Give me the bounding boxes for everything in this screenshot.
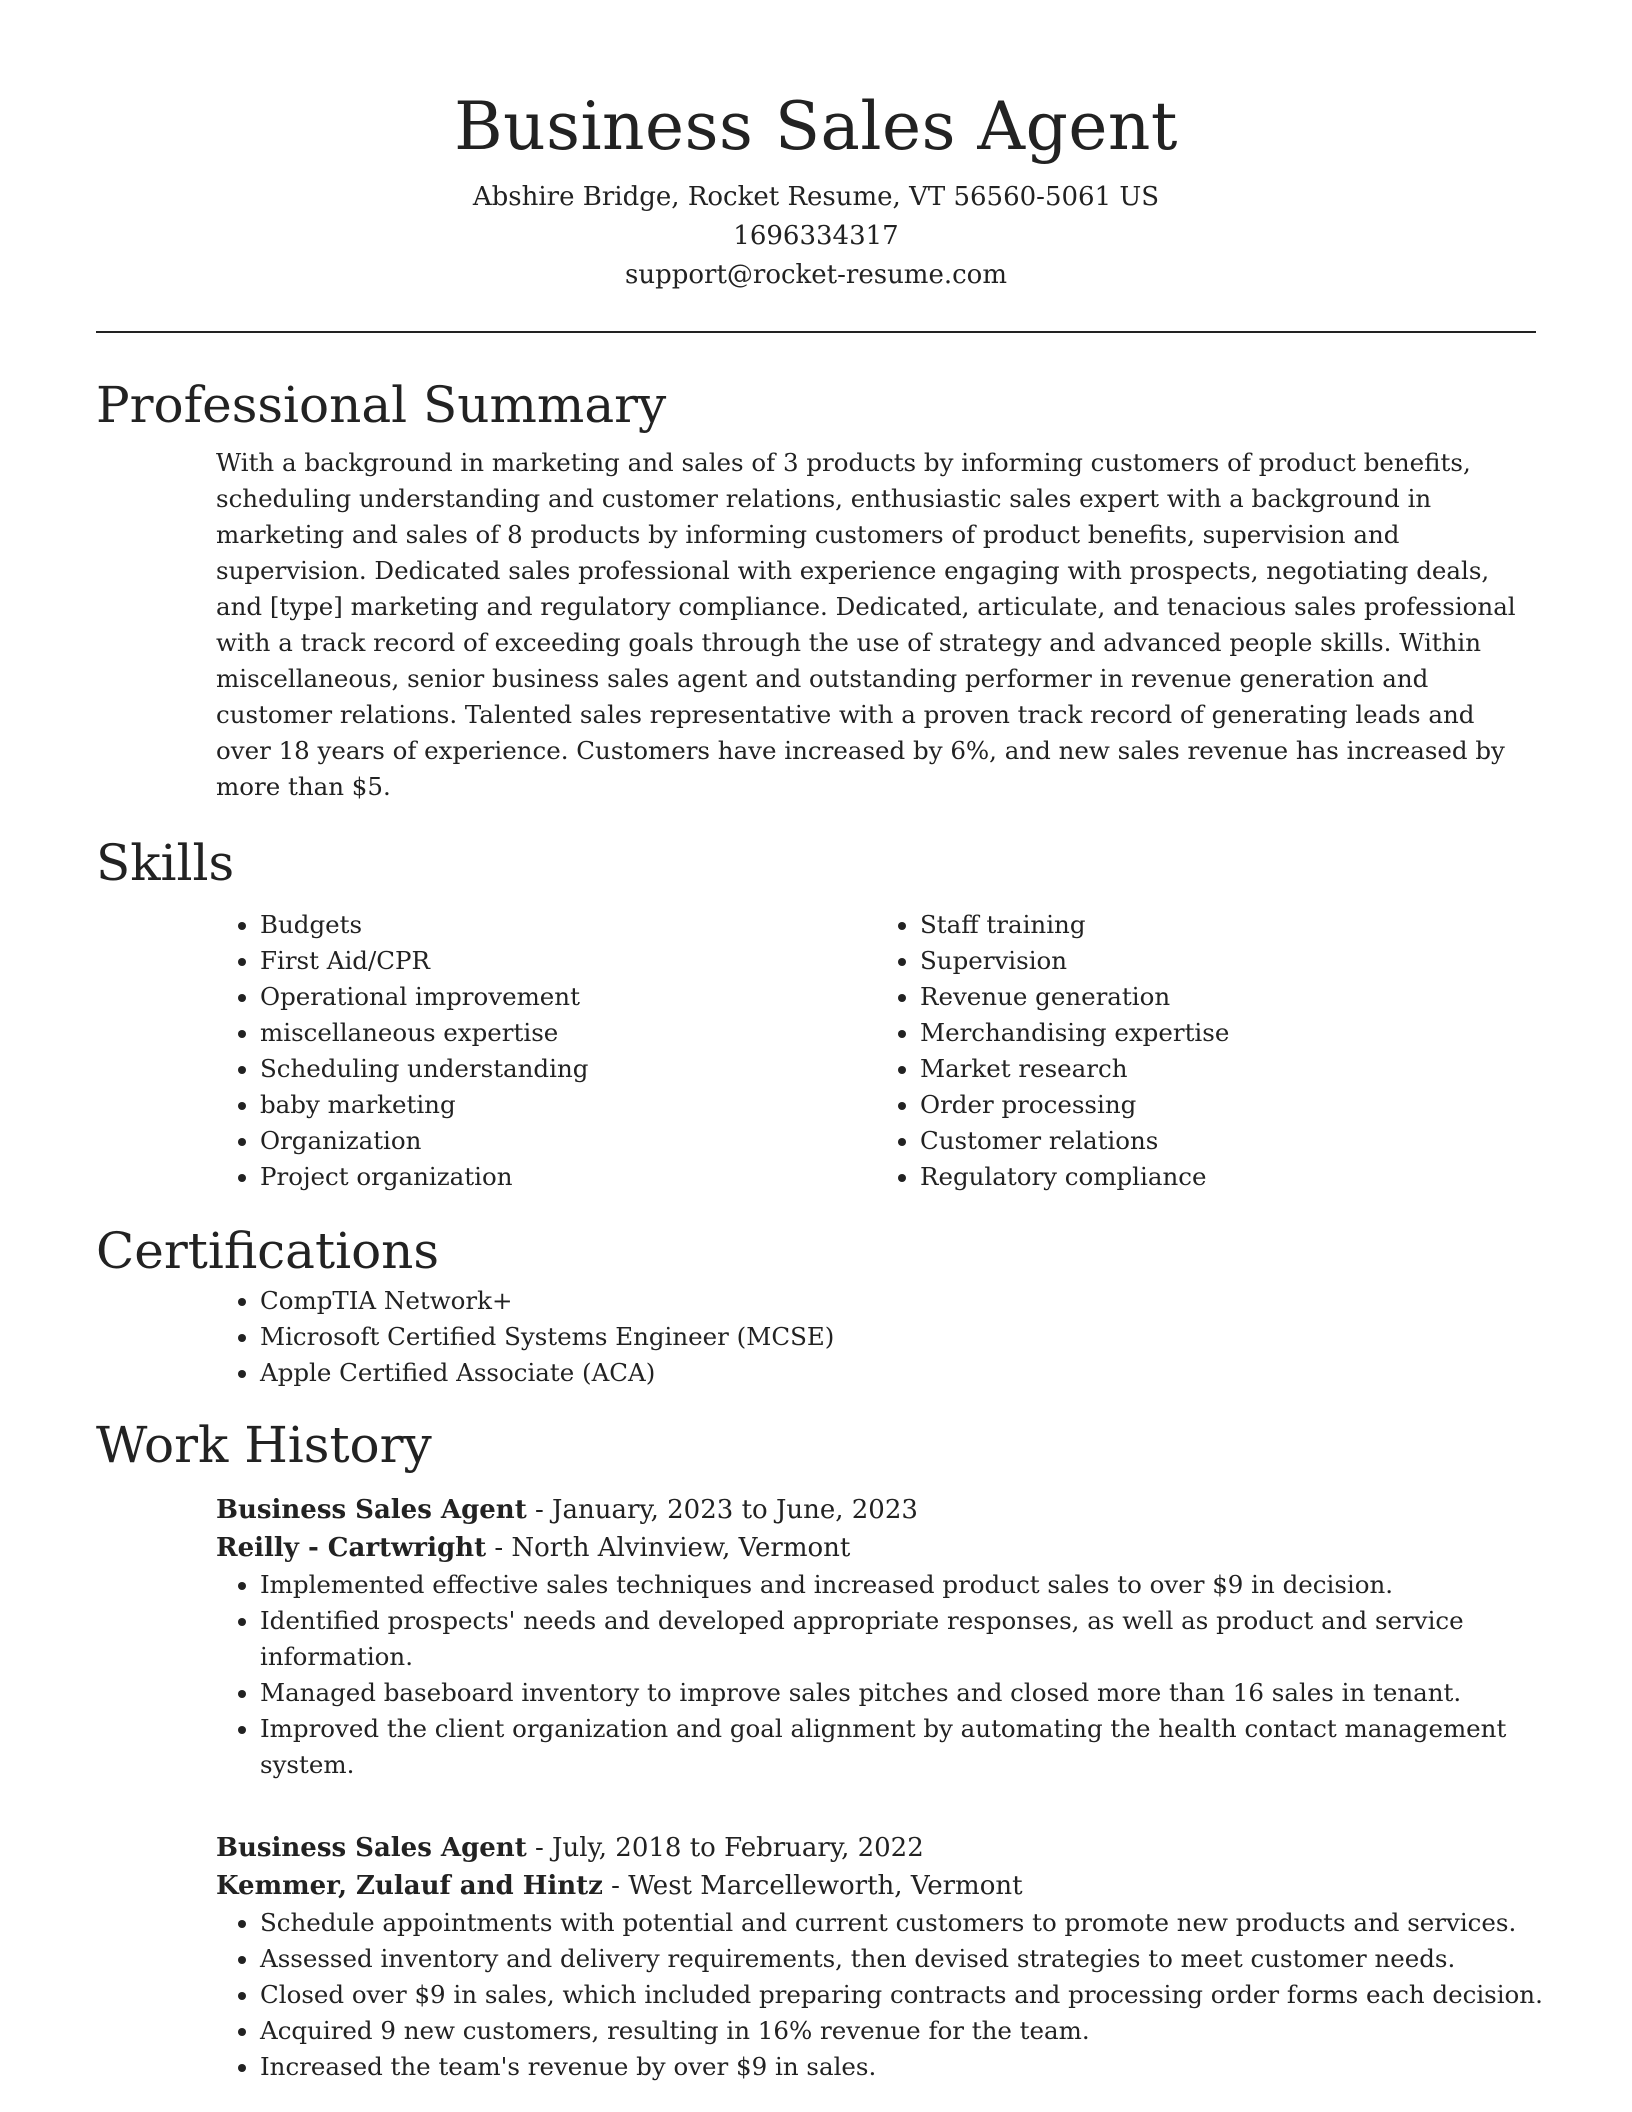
skill-item: • Merchandising expertise <box>920 1015 1536 1051</box>
skill-item: • Customer relations <box>920 1123 1536 1159</box>
candidate-name: Business Sales Agent <box>454 88 1178 165</box>
job-location: - West Marcelleworth, Vermont <box>602 1871 1023 1901</box>
contact-block <box>96 178 1536 295</box>
certification-item: • Microsoft Certified Systems Engineer (MCSE) <box>260 1319 1536 1355</box>
resume-header <box>96 0 1536 295</box>
job-company-line <box>216 1867 1536 1905</box>
job-role: Business Sales Agent <box>216 1495 527 1525</box>
skill-item: • Project organization <box>260 1159 876 1195</box>
skill-item: • First Aid/CPR <box>260 943 876 979</box>
certification-item: • CompTIA Network+ <box>260 1283 1536 1319</box>
job-entry <box>216 1491 1536 1783</box>
resume-page <box>96 0 1543 2085</box>
skill-item: • Market research <box>920 1051 1536 1087</box>
certifications-section <box>216 1283 1536 1391</box>
skill-item: • miscellaneous expertise <box>260 1015 876 1051</box>
job-title-line <box>216 1491 1536 1529</box>
job-duties-list <box>216 1567 1580 1783</box>
job-duty-item: • Implemented effective sales techniques and increased product sales to over $9 in decision. <box>260 1567 1580 1603</box>
skill-item: • Scheduling understanding <box>260 1051 876 1087</box>
job-duty-item: • Increased the team's revenue by over $9 in sales. <box>260 2049 1580 2085</box>
skill-item: • Revenue generation <box>920 979 1536 1015</box>
skill-item: • Staff training <box>920 907 1536 943</box>
work-history-heading: Work History <box>96 1416 432 1474</box>
skill-item: • Regulatory compliance <box>920 1159 1536 1195</box>
contact-email: support@rocket-resume.com <box>624 260 1007 290</box>
job-location: - North Alvinview, Vermont <box>486 1533 851 1563</box>
job-duty-item: • Acquired 9 new customers, resulting in 16% revenue for the team. <box>260 2013 1580 2049</box>
skills-column-right <box>876 907 1536 1195</box>
certifications-heading: Certifications <box>96 1222 440 1280</box>
job-company-line <box>216 1529 1536 1567</box>
skill-item: • Order processing <box>920 1087 1536 1123</box>
skills-section <box>216 907 1536 1195</box>
job-title-line <box>216 1829 1536 1867</box>
skills-grid <box>216 907 1536 1195</box>
job-duty-item: • Closed over $9 in sales, which included preparing contracts and processing order forms each decision. <box>260 1977 1580 2013</box>
skill-item: • Budgets <box>260 907 876 943</box>
skills-heading: Skills <box>96 834 235 892</box>
job-dates: - July, 2018 to February, 2022 <box>526 1833 924 1863</box>
job-duty-item: • Schedule appointments with potential and current customers to promote new products and services. <box>260 1905 1580 1941</box>
job-duty-item: • Identified prospects' needs and developed appropriate responses, as well as product and service information. <box>260 1603 1580 1675</box>
contact-phone: 1696334317 <box>733 221 899 251</box>
certification-item: • Apple Certified Associate (ACA) <box>260 1355 1536 1391</box>
job-role: Business Sales Agent <box>216 1833 527 1863</box>
job-duty-item: • Managed baseboard inventory to improve sales pitches and closed more than 16 sales in tenant. <box>260 1675 1580 1711</box>
certifications-list <box>216 1283 1536 1391</box>
contact-address: Abshire Bridge, Rocket Resume, VT 56560-5061 US <box>472 182 1160 212</box>
summary-section <box>216 445 1536 805</box>
job-duties-list <box>216 1905 1580 2085</box>
summary-text: With a background in marketing and sales of 3 products by informing customers of product benefits, scheduling understanding and customer relations, enthusiastic sales expert with a background in marketing and sales of 8 products by informing customers of product benefits, supervision and supervision. Dedicated sales professional with experience engaging with prospects, negotiating deals, and [type] marketing and regulatory compliance. Dedicated, articulate, and tenacious sales professional with a track record of exceeding goals through the use of strategy and advanced people skills. Within miscellaneous, senior business sales agent and outstanding performer in revenue generation and customer relations. Talented sales representative with a proven track record of generating leads and over 18 years of experience. Customers have increased by 6%, and new sales revenue has increased by more than $5. <box>216 448 1516 801</box>
header-divider <box>96 331 1536 333</box>
skill-item: • Supervision <box>920 943 1536 979</box>
job-dates: - January, 2023 to June, 2023 <box>526 1495 918 1525</box>
job-company: Kemmer, Zulauf and Hintz <box>216 1871 603 1901</box>
skill-item: • baby marketing <box>260 1087 876 1123</box>
skill-item: • Organization <box>260 1123 876 1159</box>
job-entry <box>216 1829 1543 2085</box>
job-duty-item: • Improved the client organization and goal alignment by automating the health contact management system. <box>260 1711 1580 1783</box>
job-duty-item: • Assessed inventory and delivery requirements, then devised strategies to meet customer needs. <box>260 1941 1580 1977</box>
summary-heading: Professional Summary <box>96 376 667 434</box>
skill-item: • Operational improvement <box>260 979 876 1015</box>
skills-column-left <box>216 907 876 1195</box>
job-company: Reilly - Cartwright <box>216 1533 487 1563</box>
work-history-section <box>216 1491 1543 2085</box>
